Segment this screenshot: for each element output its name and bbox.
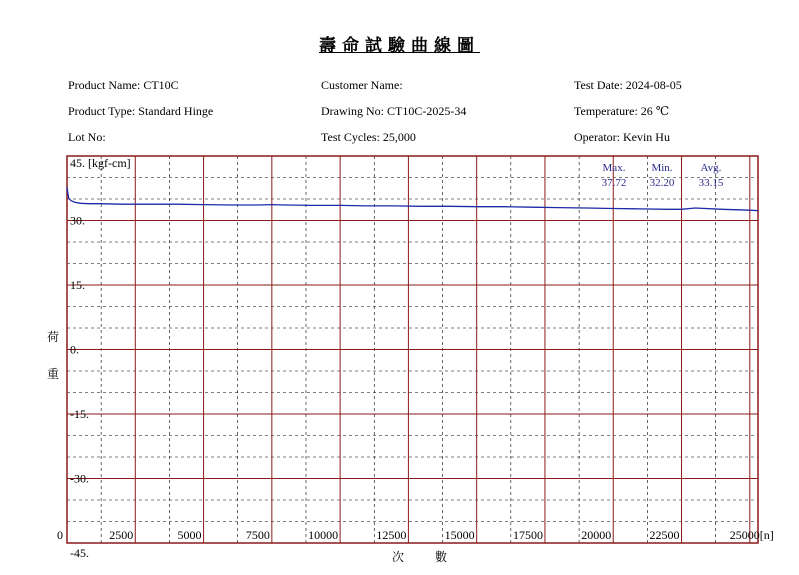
lot-no: Lot No: (68, 130, 106, 144)
drawing-no: Drawing No: CT10C-2025-34 (321, 104, 467, 118)
x-tick-label: 15000 (444, 528, 475, 542)
operator: Operator: Kevin Hu (574, 130, 670, 144)
stat-value: 37.72 (601, 177, 627, 189)
x-tick-label: 20000 (581, 528, 612, 542)
test-date: Test Date: 2024-08-05 (574, 78, 682, 92)
y-tick-label: -15. (70, 407, 89, 421)
x-tick-label: 2500 (109, 528, 134, 542)
x-axis-label: 次 數 (392, 550, 462, 564)
y-tick-label: -30. (70, 471, 89, 486)
x-tick-label: 5000 (177, 528, 202, 542)
y-tick-label: 0. (70, 342, 79, 357)
stat-label: Max. (602, 162, 626, 174)
x-tick-label: 12500 (376, 528, 407, 542)
chart-title: 壽命試驗曲線圖 (319, 36, 480, 55)
x-tick-label: 25000[n] (729, 528, 774, 542)
y-axis-label-char: 荷 (47, 330, 60, 344)
x-tick-label: 22500 (649, 528, 680, 542)
temperature: Temperature: 26 ℃ (574, 104, 670, 118)
major-grid (67, 156, 758, 543)
test-cycles: Test Cycles: 25,000 (321, 130, 416, 144)
x-tick-label: 10000 (308, 528, 339, 542)
y-unit-label: 45. [kgf-cm] (70, 156, 131, 170)
labels-layer (57, 156, 774, 560)
customer-name: Customer Name: (321, 78, 403, 92)
y-axis-label-char: 重 (47, 367, 60, 381)
x-tick-label: 17500 (512, 528, 543, 542)
product-name: Product Name: CT10C (68, 78, 179, 92)
y-tick-label: 30. (70, 213, 85, 228)
y-min-label: -45. (70, 546, 89, 560)
y-axis-label (47, 328, 59, 382)
stat-value: 33.15 (698, 177, 724, 189)
product-type: Product Type: Standard Hinge (68, 104, 214, 118)
x-tick-label: 0 (57, 528, 63, 542)
stat-label: Min. (651, 162, 673, 174)
x-tick-label: 7500 (245, 528, 270, 542)
stat-label: Avg. (700, 162, 722, 174)
y-tick-label: 15. (70, 278, 85, 292)
stat-value: 32.20 (649, 177, 675, 189)
